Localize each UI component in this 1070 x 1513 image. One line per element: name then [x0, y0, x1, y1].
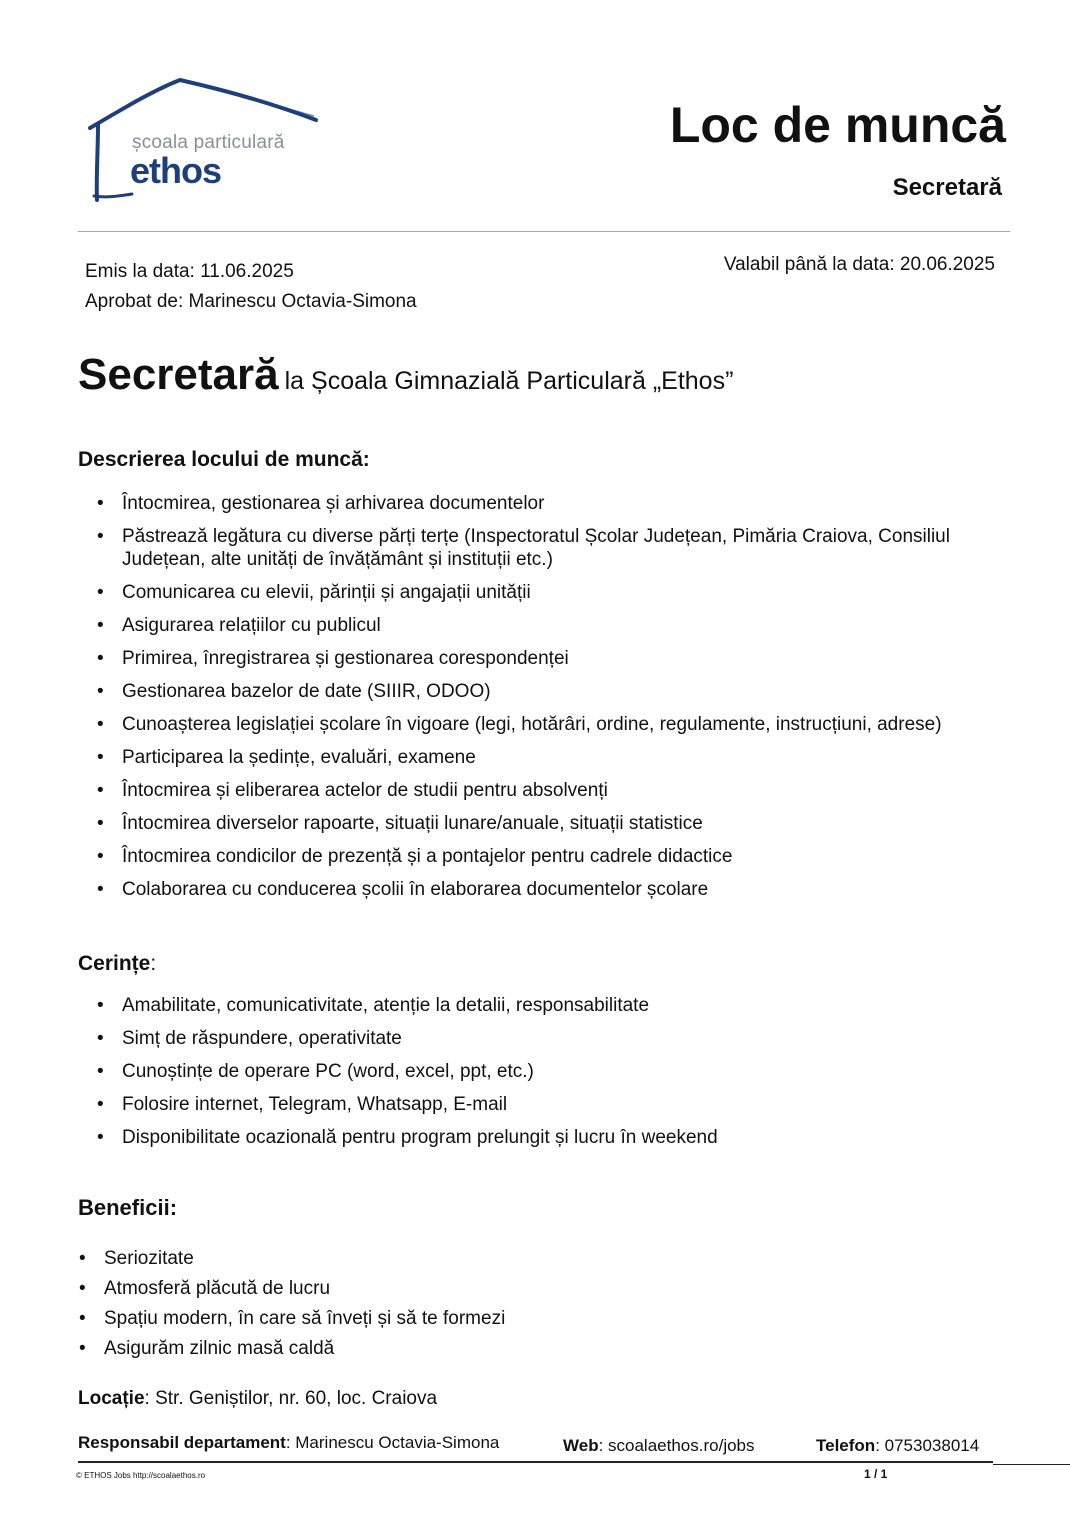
- issued-label: Emis la data:: [85, 261, 195, 282]
- bullet-icon: •: [79, 1278, 86, 1299]
- description-item: [97, 746, 1002, 769]
- description-item: [97, 525, 1002, 571]
- requirement-item-text: Cunoștințe de operare PC (word, excel, ppt, etc.): [122, 1061, 534, 1082]
- description-item: [97, 812, 1002, 835]
- approved-label: Aprobat de:: [85, 291, 184, 312]
- benefit-item-text: Spațiu modern, în care să înveți și să te formezi: [104, 1308, 506, 1329]
- description-item-text: Primirea, înregistrarea și gestionarea corespondenței: [122, 648, 569, 669]
- description-item-text: Întocmirea și eliberarea actelor de studii pentru absolvenți: [122, 780, 608, 801]
- bullet-icon: •: [97, 493, 104, 514]
- document-subtitle: Secretară: [892, 174, 1002, 201]
- valid-label: Valabil până la data:: [723, 254, 895, 275]
- bullet-icon: •: [97, 1061, 104, 1082]
- description-item-text: Întocmirea condicilor de prezență și a pontajelor pentru cadrele didactice: [122, 846, 733, 867]
- description-item: [97, 647, 1002, 670]
- responsible-info: [78, 1433, 499, 1453]
- requirement-item-text: Disponibilitate ocazională pentru program prelungit și lucru în weekend: [122, 1127, 718, 1148]
- description-item: [97, 878, 1002, 901]
- requirements-list: [97, 994, 1002, 1159]
- description-item-text: Colaborarea cu conducerea școlii în elaborarea documentelor școlare: [122, 879, 709, 900]
- bullet-icon: •: [97, 1094, 104, 1115]
- web-label: Web: [563, 1436, 599, 1455]
- description-heading: Descrierea locului de muncă:: [78, 448, 370, 471]
- job-heading: [78, 350, 733, 400]
- description-item: [97, 581, 1002, 604]
- web-value: : scoalaethos.ro/jobs: [598, 1436, 755, 1455]
- description-item: [97, 713, 1002, 736]
- requirement-item: [97, 994, 1002, 1017]
- valid-date: 20.06.2025: [899, 254, 995, 275]
- bullet-icon: •: [97, 648, 104, 669]
- requirement-item-text: Folosire internet, Telegram, Whatsapp, E-mail: [122, 1094, 508, 1115]
- description-item: [97, 779, 1002, 802]
- bullet-icon: •: [97, 681, 104, 702]
- bullet-icon: •: [97, 1127, 104, 1148]
- benefit-item: [79, 1307, 984, 1330]
- bullet-icon: •: [97, 780, 104, 801]
- web-info: [563, 1436, 755, 1456]
- bullet-icon: •: [97, 995, 104, 1016]
- phone-info: [816, 1436, 979, 1456]
- responsible-value: : Marinescu Octavia-Simona: [285, 1433, 500, 1452]
- description-item-text: Participarea la ședințe, evaluări, examene: [122, 747, 476, 768]
- bullet-icon: •: [97, 879, 104, 900]
- bullet-icon: •: [97, 526, 104, 547]
- description-item-text: Gestionarea bazelor de date (SIIIR, ODOO): [122, 681, 491, 702]
- requirement-item-text: Simț de răspundere, operativitate: [122, 1028, 402, 1049]
- description-item-text: Comunicarea cu elevii, părinții și angajații unității: [122, 582, 531, 603]
- bullet-icon: •: [97, 714, 104, 735]
- description-item-text: Păstrează legătura cu diverse părți terțe (Inspectoratul Școlar Județean, Pimăria Craiova, Consiliul Județean, alte unități de învățământ și instituții etc.): [122, 526, 950, 570]
- requirement-item: [97, 1060, 1002, 1083]
- valid-line: [724, 254, 995, 276]
- job-title: Secretară: [78, 350, 279, 399]
- description-item-text: Cunoașterea legislației școlare în vigoare (legi, hotărâri, ordine, regulamente, instrucțiuni, adrese): [122, 714, 942, 735]
- copyright-text: © ETHOS Jobs http://scoalaethos.ro: [76, 1471, 206, 1480]
- description-item: [97, 680, 1002, 703]
- phone-label: Telefon: [816, 1436, 876, 1455]
- issued-date: 11.06.2025: [200, 261, 294, 282]
- bullet-icon: •: [97, 747, 104, 768]
- meta-info: [85, 257, 417, 317]
- benefit-item-text: Seriozitate: [104, 1248, 194, 1269]
- logo-name: ethos: [130, 150, 222, 191]
- school-logo: [84, 72, 324, 207]
- requirements-heading-label: Cerințe: [78, 952, 151, 975]
- description-item: [97, 614, 1002, 637]
- bullet-icon: •: [79, 1338, 86, 1359]
- bullet-icon: •: [97, 813, 104, 834]
- bullet-icon: •: [79, 1248, 86, 1269]
- description-item-text: Întocmirea diverselor rapoarte, situații lunare/anuale, situații statistice: [122, 813, 703, 834]
- location-value: : Str. Geniștilor, nr. 60, loc. Craiova: [144, 1388, 438, 1409]
- requirements-heading-colon: :: [150, 952, 157, 975]
- approved-line: [85, 287, 417, 317]
- requirement-item: [97, 1027, 1002, 1050]
- footer-divider-tail: [993, 1464, 1070, 1465]
- issued-line: [85, 257, 417, 287]
- bullet-icon: •: [97, 846, 104, 867]
- benefit-item-text: Atmosferă plăcută de lucru: [104, 1278, 331, 1299]
- logo-subtitle: școala particulară: [132, 132, 285, 153]
- benefit-item: [79, 1247, 984, 1270]
- description-item-text: Întocmirea, gestionarea și arhivarea documentelor: [122, 493, 545, 514]
- requirement-item-text: Amabilitate, comunicativitate, atenție la detalii, responsabilitate: [122, 995, 650, 1016]
- description-item: [97, 492, 1002, 515]
- bullet-icon: •: [97, 582, 104, 603]
- header-divider: [78, 231, 1010, 232]
- benefits-list: [79, 1247, 984, 1367]
- benefits-heading: Beneficii:: [78, 1195, 178, 1220]
- bullet-icon: •: [79, 1308, 86, 1329]
- approved-by: Marinescu Octavia-Simona: [188, 291, 417, 312]
- benefit-item-text: Asigurăm zilnic masă caldă: [104, 1338, 335, 1359]
- job-employer: la Școala Gimnazială Particulară „Ethos”: [284, 367, 734, 395]
- location-line: [78, 1388, 437, 1410]
- phone-value: : 0753038014: [875, 1436, 980, 1455]
- requirement-item: [97, 1093, 1002, 1116]
- requirements-heading: [78, 952, 156, 976]
- footer-divider: [78, 1461, 993, 1463]
- responsible-label: Responsabil departament: [78, 1433, 286, 1452]
- benefit-item: [79, 1277, 984, 1300]
- location-label: Locație: [78, 1388, 145, 1409]
- bullet-icon: •: [97, 615, 104, 636]
- bullet-icon: •: [97, 1028, 104, 1049]
- benefit-item: [79, 1337, 984, 1360]
- requirement-item: [97, 1126, 1002, 1149]
- page-number: 1 / 1: [864, 1467, 888, 1481]
- description-list: [97, 492, 1002, 911]
- document-title: Loc de muncă: [669, 97, 1006, 153]
- description-item-text: Asigurarea relațiilor cu publicul: [122, 615, 381, 636]
- description-item: [97, 845, 1002, 868]
